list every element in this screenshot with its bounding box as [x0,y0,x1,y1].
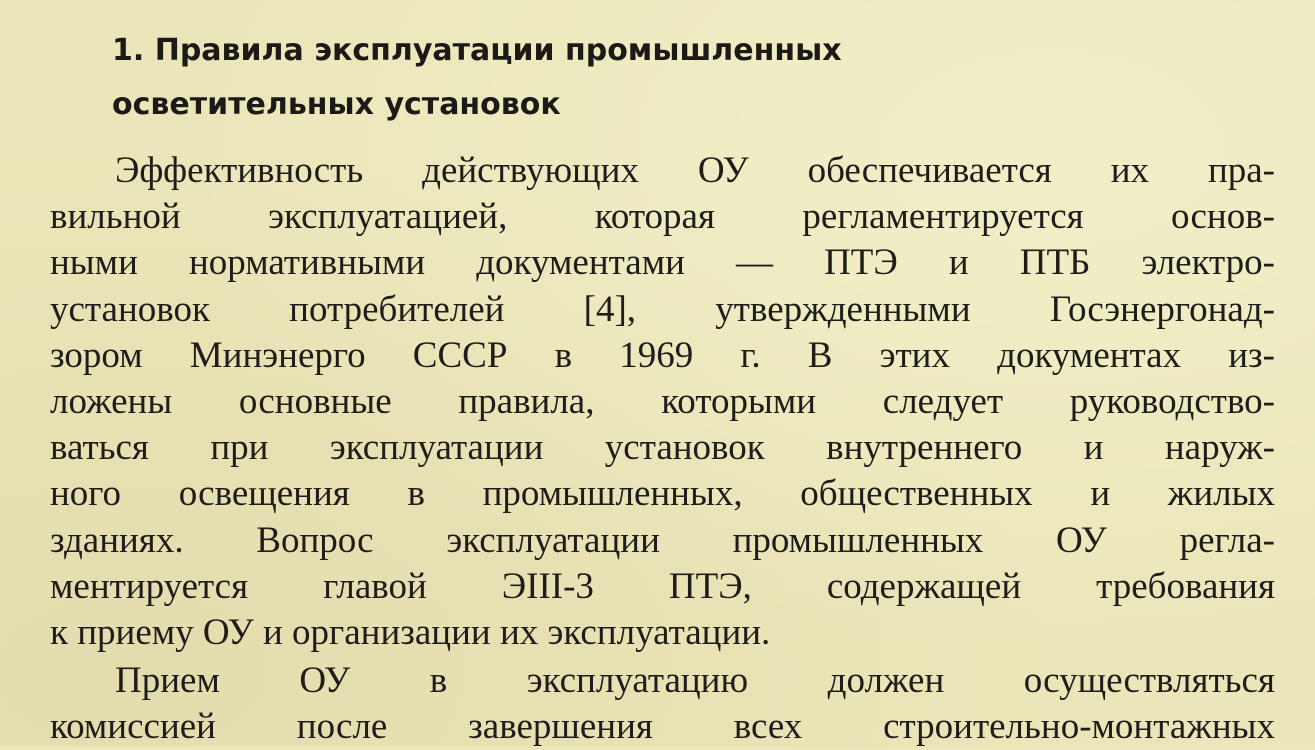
paragraph [50,658,1275,750]
body-text [50,148,1275,750]
text-line: Прием ОУ в эксплуатацию должен осуществляться [115,660,1275,702]
text-line: ложены основные правила, которыми следует руководство- [50,380,1275,422]
text-line: к приему ОУ и организации их эксплуатации. [50,611,771,653]
text-line: ного освещения в промышленных, общественных и жилых [50,473,1275,515]
section-heading-line: осветительных установок [112,87,561,122]
text-line: комиссией после завершения всех строительно-монтажных [50,706,1275,748]
text-line: Эффективность действующих ОУ обеспечивается их пра- [115,150,1275,191]
text-line: ментируется главой ЭIII-3 ПТЭ, содержащей требования [50,565,1275,607]
text-line: вильной эксплуатацией, которая регламентируется основ- [50,196,1275,238]
text-line: установок потребителей [4], утвержденными Госэнергонад- [50,288,1275,330]
text-line: ваться при эксплуатации установок внутреннего и наруж- [50,427,1275,469]
text-line: зданиях. Вопрос эксплуатации промышленных ОУ регла- [50,519,1275,561]
text-line: ными нормативными документами — ПТЭ и ПТБ электро- [50,242,1275,284]
paragraph [50,148,1275,656]
section-heading [112,24,1112,132]
text-line: зором Минэнерго СССР в 1969 г. В этих документах из- [50,334,1275,376]
section-heading-line: 1. Правила эксплуатации промышленных [112,33,842,68]
